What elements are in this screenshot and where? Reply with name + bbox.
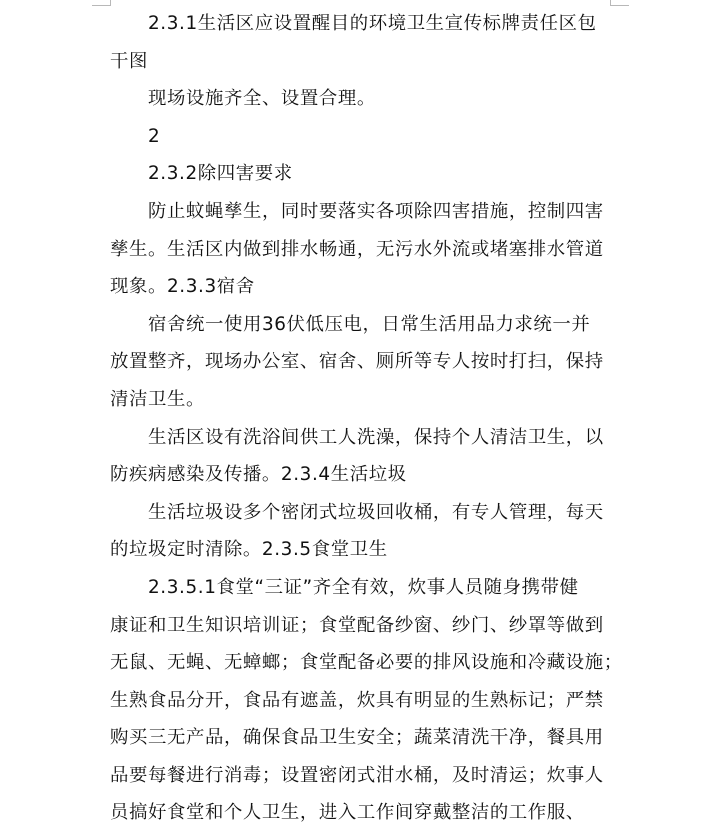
text-line: 清洁卫生。	[110, 388, 205, 410]
text-line: 的垃圾定时清除。2.3.5食堂卫生	[110, 539, 388, 561]
text-line: 宿舍统一使用36伏低压电，日常生活用品力求统一并	[148, 313, 591, 335]
text-line: 无鼠、无蝇、无蟑螂；食堂配备必要的排风设施和冷藏设施；	[110, 652, 623, 674]
text-line: 生活区设有洗浴间供工人洗澡，保持个人清洁卫生，以	[148, 426, 604, 448]
document-body	[110, 5, 623, 832]
text-line: 孳生。生活区内做到排水畅通，无污水外流或堵塞排水管道	[110, 238, 604, 260]
text-line: 放置整齐，现场办公室、宿舍、厕所等专人按时打扫，保持	[110, 351, 604, 373]
section-heading: 2.3.2除四害要求	[148, 163, 293, 185]
text-line: 康证和卫生知识培训证；食堂配备纱窗、纱门、纱罩等做到	[110, 614, 604, 636]
text-line: 品要每餐进行消毒；设置密闭式泔水桶，及时清运；炊事人	[110, 764, 604, 786]
page-number-text: 2	[148, 125, 161, 147]
text-line: 2.3.5.1食堂“三证”齐全有效，炊事人员随身携带健	[148, 576, 579, 598]
text-line: 现场设施齐全、设置合理。	[148, 88, 376, 110]
text-line: 现象。2.3.3宿舍	[110, 276, 255, 298]
right-margin-mark-horizontal	[611, 5, 629, 6]
text-line: 干图	[110, 50, 148, 72]
text-line: 防疾病感染及传播。2.3.4生活垃圾	[110, 464, 407, 486]
text-line: 2.3.1生活区应设置醒目的环境卫生宣传标牌责任区包	[148, 13, 597, 34]
text-line: 员搞好食堂和个人卫生，进入工作间穿戴整洁的工作服、	[110, 802, 585, 824]
text-line: 防止蚊蝇孳生，同时要落实各项除四害措施，控制四害	[148, 200, 604, 222]
left-margin-mark-horizontal	[92, 5, 110, 6]
text-line: 生熟食品分开，食品有遮盖，炊具有明显的生熟标记；严禁	[110, 689, 604, 711]
text-line: 购买三无产品，确保食品卫生安全；蔬菜清洗干净，餐具用	[110, 727, 604, 749]
text-line: 生活垃圾设多个密闭式垃圾回收桶，有专人管理，每天	[148, 501, 604, 523]
